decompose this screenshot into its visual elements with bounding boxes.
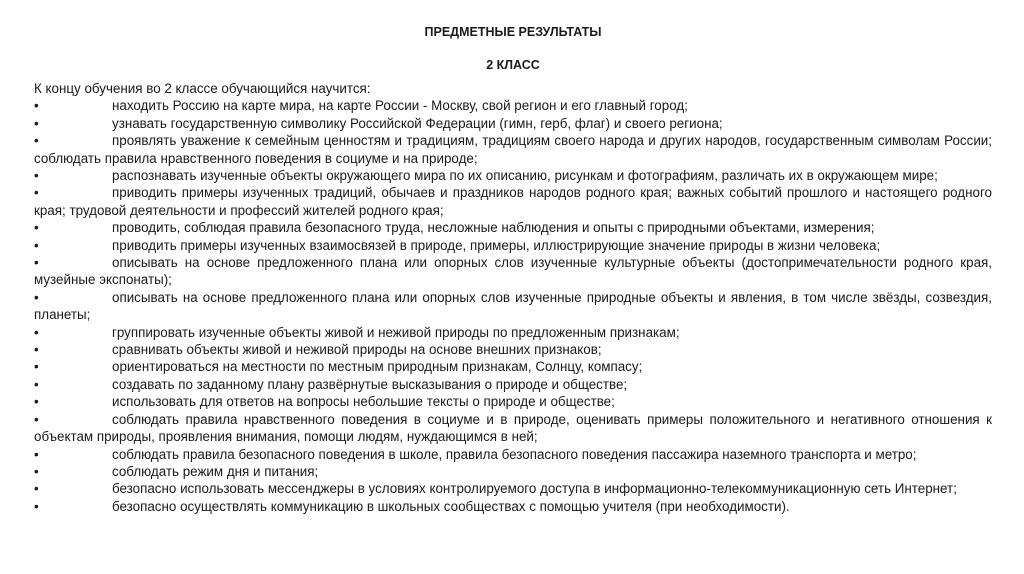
list-item (34, 184, 992, 219)
list-item (34, 376, 992, 393)
bullet-icon: • (34, 394, 39, 410)
list-item-text: соблюдать режим дня и питания; (112, 463, 319, 479)
list-item (34, 358, 992, 375)
list-item (34, 498, 992, 515)
list-item-text: соблюдать правила нравственного поведения в социуме и в природе, оценивать примеры положительного и негативного отношения к объектам природы, проявления внимания, помощи людям, нуждающимся в ней; (34, 411, 992, 445)
list-item-text: проводить, соблюдая правила безопасного труда, несложные наблюдения и опыты с природными объектами, измерения; (112, 220, 875, 236)
bullet-icon: • (34, 237, 39, 253)
bullet-icon: • (34, 289, 39, 305)
list-item-text: находить Россию на карте мира, на карте России - Москву, свой регион и его главный город; (112, 98, 688, 114)
bullet-icon: • (34, 133, 39, 149)
list-item (34, 411, 992, 446)
list-item-text: группировать изученные объекты живой и неживой природы по предложенным признакам; (112, 324, 680, 340)
list-item (34, 446, 992, 463)
results-list (34, 97, 992, 515)
document-page (34, 0, 992, 574)
list-item (34, 97, 992, 114)
list-item (34, 254, 992, 289)
list-item (34, 132, 992, 167)
list-item-text: сравнивать объекты живой и неживой природы на основе внешних признаков; (112, 342, 602, 358)
bullet-icon: • (34, 168, 39, 184)
list-item-text: проявлять уважение к семейным ценностям и традициям, традициям своего народа и других народов, государственным символам России; соблюдать правила нравственного поведения в социуме и на природе; (34, 133, 992, 166)
bullet-icon: • (34, 324, 39, 340)
bullet-icon: • (34, 98, 39, 114)
list-item (34, 237, 992, 254)
list-item-text: безопасно использовать мессенджеры в условиях контролируемого доступа в информационно-телекоммуникационную сеть Интернет; (112, 481, 957, 497)
bullet-icon: • (34, 446, 39, 462)
list-item-text: описывать на основе предложенного плана или опорных слов изученные культурные объекты (достопримечательности родного края, музейные экспонаты); (34, 255, 992, 288)
list-item (34, 463, 992, 480)
bullet-icon: • (34, 376, 39, 392)
page-title: ПРЕДМЕТНЫЕ РЕЗУЛЬТАТЫ (424, 25, 602, 39)
list-item (34, 115, 992, 132)
bullet-icon: • (34, 220, 39, 236)
list-item (34, 167, 992, 184)
bullet-icon: • (34, 185, 39, 201)
bullet-icon: • (34, 359, 39, 375)
list-item-text: приводить примеры изученных традиций, обычаев и праздников народов родного края; важных событий прошлого и настоящего родного края; трудовой деятельности и профессий жителей родного края; (34, 185, 992, 218)
bullet-icon: • (34, 115, 39, 131)
list-item (34, 219, 992, 236)
list-item-text: соблюдать правила безопасного поведения в школе, правила безопасного поведения пассажира наземного транспорта и метро; (112, 446, 917, 462)
list-item (34, 393, 992, 410)
list-item (34, 480, 992, 497)
bullet-icon: • (34, 342, 39, 358)
list-item-text: распознавать изученные объекты окружающего мира по их описанию, рисункам и фотографиям, различать их в окружающем мире; (112, 168, 938, 184)
list-item (34, 289, 992, 324)
bullet-icon: • (34, 481, 39, 497)
list-item (34, 341, 992, 358)
list-item-text: безопасно осуществлять коммуникацию в школьных сообществах с помощью учителя (при необходимости). (112, 498, 790, 514)
list-item-text: ориентироваться на местности по местным природным признакам, Солнцу, компасу; (112, 359, 643, 375)
list-item-text: использовать для ответов на вопросы небольшие тексты о природе и обществе; (112, 394, 615, 410)
list-item-text: создавать по заданному плану развёрнутые высказывания о природе и обществе; (112, 376, 628, 392)
list-item (34, 324, 992, 341)
intro-text: К концу обучения во 2 классе обучающийся научится: (34, 81, 371, 96)
bullet-icon: • (34, 255, 39, 271)
list-item-text: приводить примеры изученных взаимосвязей в природе, примеры, иллюстрирующие значение природы в жизни человека; (112, 237, 881, 253)
list-item-text: узнавать государственную символику Российской Федерации (гимн, герб, флаг) и своего региона; (112, 115, 723, 131)
grade-subtitle: 2 КЛАСС (486, 58, 540, 72)
bullet-icon: • (34, 411, 39, 427)
list-item-text: описывать на основе предложенного плана или опорных слов изученные природные объекты и явления, в том числе звёзды, созвездия, планеты; (34, 289, 992, 323)
bullet-icon: • (34, 463, 39, 479)
bullet-icon: • (34, 498, 39, 514)
